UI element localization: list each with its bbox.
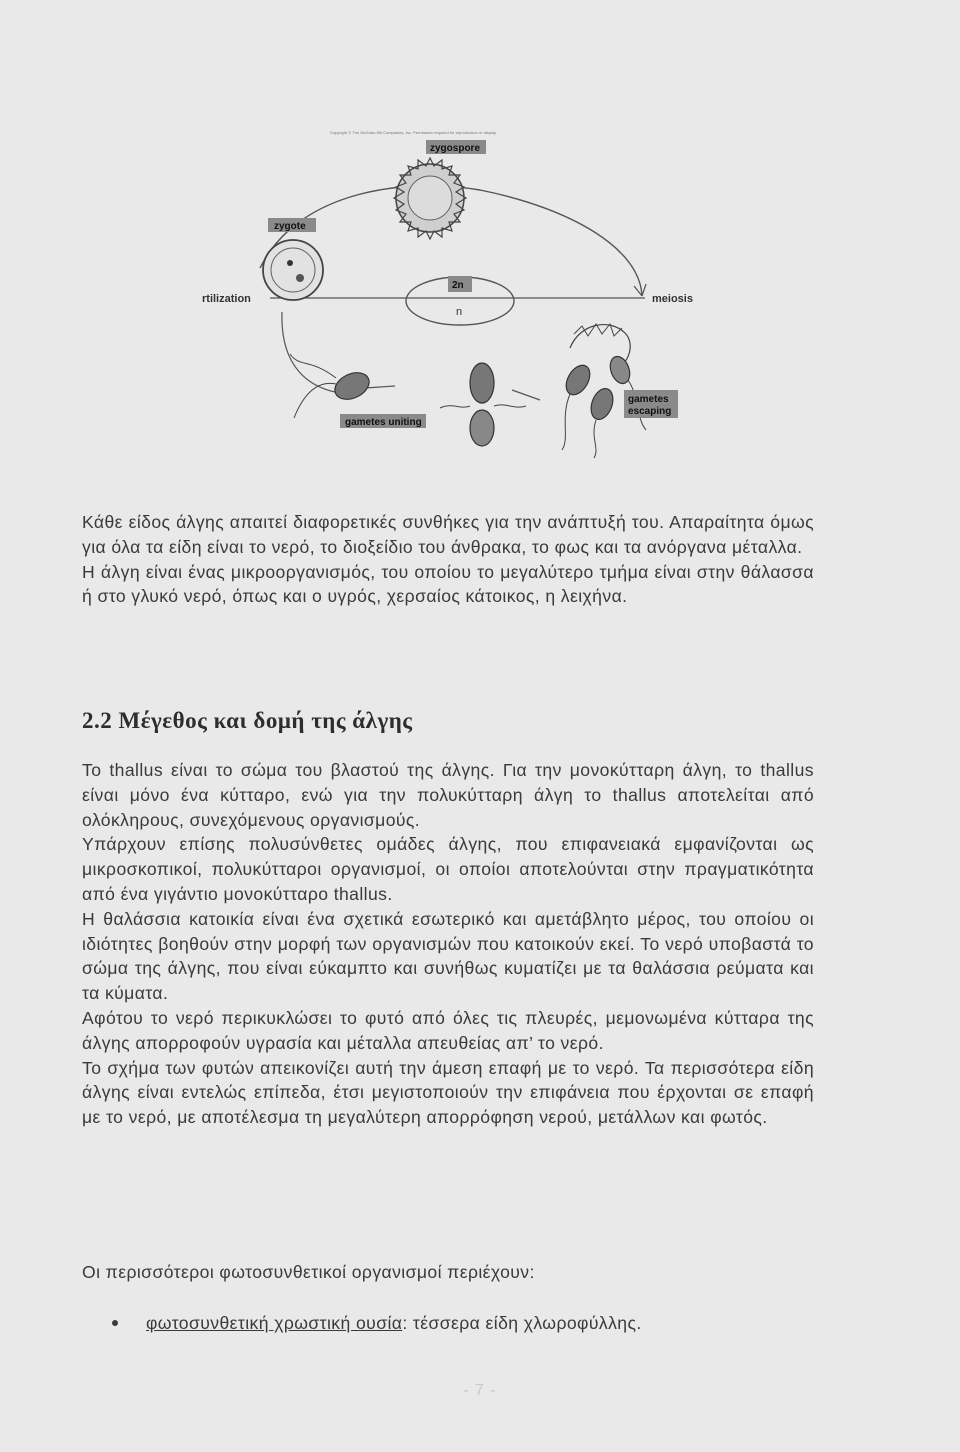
zygospore-shape: [394, 158, 466, 239]
label-meiosis: meiosis: [652, 293, 693, 305]
arrow-gametes-to-centre: [512, 390, 540, 400]
section-body: [82, 758, 814, 1130]
figure-copyright: Copyright © The McGraw-Hill Companies, Inc. Permission required for reproduction or display: [330, 130, 497, 135]
gamete-left: [290, 354, 373, 418]
body-paragraph-3: Η θαλάσσια κατοικία είναι ένα σχετικά εσωτερικό και αμετάβλητο μέρος, του οποίου οι ιδιότητες βοηθούν στην μορφή των οργανισμών που κατοικούν εκεί. Το νερό υποβαστά το σώμα της άλγης, που είναι εύκαμπτο και συνήθως κυματίζει με τα θαλάσσια ρεύματα και τα κύματα.: [82, 908, 814, 1004]
gametes-fusing: [440, 363, 526, 446]
label-zygote: zygote: [274, 221, 306, 232]
label-zygospore: zygospore: [430, 143, 481, 154]
cycle-arc-lower-left: [282, 312, 340, 393]
body-paragraph-1: Το thallus είναι το σώμα του βλαστού της άλγης. Για την μονοκύτταρη άλγη, το thallus είναι μόνο ένα κύτταρο, ενώ για την πολυκύτταρη άλγη το thallus αποτελείται από ολόκληρους, συνεχόμενους οργανισμούς.: [82, 760, 814, 830]
label-gametes-escaping-line2: escaping: [628, 406, 672, 417]
list-item: [112, 1313, 642, 1334]
life-cycle-svg: [190, 118, 730, 458]
intro-paragraph-2: Η άλγη είναι ένας μικροοργανισμός, του οποίου το μεγαλύτερο τμήμα είναι στην θάλασσα ή στο γλυκό νερό, όπως και ο υγρός, χερσαίος κάτοικος, η λειχήνα.: [82, 561, 814, 607]
zygote-shape: [263, 240, 323, 300]
section-heading: 2.2 Μέγεθος και δομή της άλγης: [82, 708, 413, 733]
label-2n: 2n: [452, 280, 464, 291]
page-number: - 7 -: [463, 1382, 497, 1399]
label-gametes-uniting: gametes uniting: [345, 417, 422, 428]
body-paragraph-2: Υπάρχουν επίσης πολυσύνθετες ομάδες άλγης, που επιφανειακά εμφανίζονται ως μικροσκοπικοί, πολυκύτταροι οργανισμοί, οι οποίοι αποτελούνται στην πραγματικότητα από ένα γιγάντιο μονοκύτταρο thallus.: [82, 834, 814, 904]
body-paragraph-5: Το σχήμα των φυτών απεικονίζει αυτή την άμεση επαφή με το νερό. Τα περισσότερα είδη άλγης είναι εντελώς επίπεδα, έτσι μεγιστοποιούν την επιφάνεια που έρχονται σε επαφή με το νερό, με αποτέλεσμα τη μεγαλύτερη απορρόφηση νερού, μετάλλων και φωτός.: [82, 1057, 814, 1128]
intro-paragraph-1: Κάθε είδος άλγης απαιτεί διαφορετικές συνθήκες για την ανάπτυξή του. Απαραίτητα όμως για όλα τα είδη είναι το νερό, το διοξείδιο του άνθρακα, το φως και τα ανόργανα μέταλλα.: [82, 512, 814, 557]
list-lead: Οι περισσότεροι φωτοσυνθετικοί οργανισμοί περιέχουν:: [82, 1262, 535, 1282]
label-fertilization: rtilization: [202, 293, 251, 305]
list-item-term: φωτοσυνθετική χρωστική ουσία: [146, 1313, 403, 1333]
life-cycle-diagram: [190, 118, 730, 458]
label-n: n: [456, 306, 463, 318]
body-paragraph-4: Αφότου το νερό περικυκλώσει το φυτό από όλες τις πλευρές, μεμονωμένα κύτταρα της άλγης απορροφούν υγρασία και μέταλλα απευθείας απ’ το νερό.: [82, 1007, 814, 1053]
intro-text: [82, 510, 814, 609]
label-gametes-escaping-line1: gametes: [628, 394, 669, 405]
bullet-icon: [112, 1320, 118, 1326]
arrow-gametes-uniting: [365, 386, 395, 388]
list-item-text: : τέσσερα είδη χλωροφύλλης.: [402, 1313, 642, 1333]
